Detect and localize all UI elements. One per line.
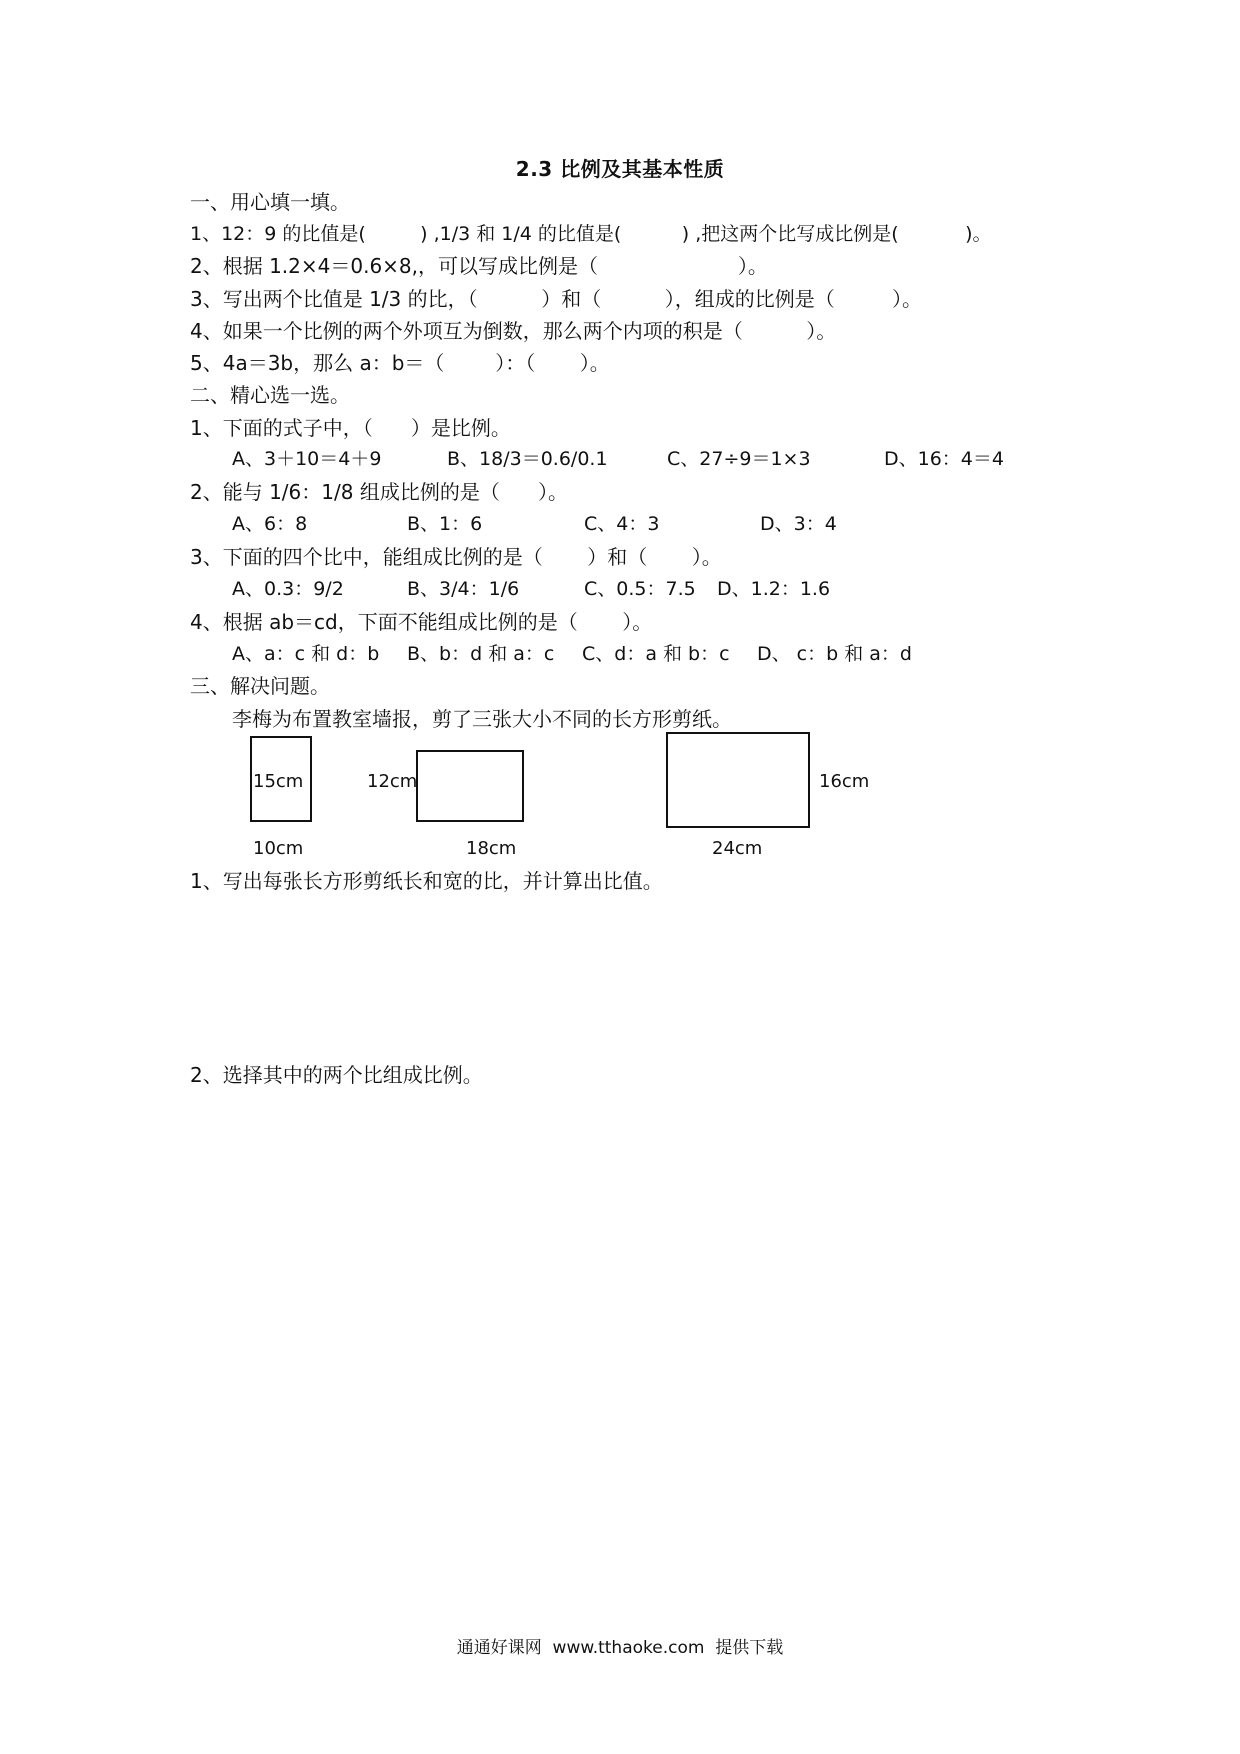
option-b: B、b：d 和 a：c bbox=[407, 643, 555, 665]
paper-rectangle-3 bbox=[666, 732, 810, 828]
option-d: D、3：4 bbox=[760, 513, 837, 535]
problem-intro: 李梅为布置教室墙报，剪了三张大小不同的长方形剪纸。 bbox=[232, 707, 732, 731]
option-b: B、3/4：1/6 bbox=[407, 578, 520, 600]
fill-in-item-5: 5、4a＝3b，那么 a：b＝（ ）：（ ）。 bbox=[190, 351, 610, 375]
section-heading-solve: 三、解决问题。 bbox=[190, 674, 330, 698]
page-title: 2.3 比例及其基本性质 bbox=[515, 157, 725, 181]
solve-question-2: 2、选择其中的两个比组成比例。 bbox=[190, 1063, 483, 1087]
rect1-width-label: 10cm bbox=[253, 838, 304, 859]
option-b: B、18/3＝0.6/0.1 bbox=[447, 448, 608, 470]
option-a: A、a：c 和 d：b bbox=[232, 643, 380, 665]
option-c: C、0.5：7.5 bbox=[584, 578, 696, 600]
rect2-width-label: 18cm bbox=[466, 838, 517, 859]
fill-in-item-3: 3、写出两个比值是 1/3 的比，（ ）和（ ），组成的比例是（ ）。 bbox=[190, 287, 922, 311]
section-heading-fill-in: 一、用心填一填。 bbox=[190, 190, 350, 214]
choice-question-2: 2、能与 1/6：1/8 组成比例的是（ ）。 bbox=[190, 480, 568, 504]
fill-in-item-2: 2、根据 1.2×4＝0.6×8,，可以写成比例是（ ）。 bbox=[190, 254, 768, 278]
choice-question-3: 3、下面的四个比中，能组成比例的是（ ）和（ ）。 bbox=[190, 545, 722, 569]
solve-question-1: 1、写出每张长方形剪纸长和宽的比，并计算出比值。 bbox=[190, 869, 663, 893]
fill-in-item-1: 1、12：9 的比值是( ) ,1/3 和 1/4 的比值是( ) ,把这两个比写成比例是( )。 bbox=[190, 223, 992, 245]
page-footer: 通通好课网 www.tthaoke.com 提供下载 bbox=[456, 1638, 784, 1658]
option-c: C、4：3 bbox=[584, 513, 660, 535]
rect1-height-label: 15cm bbox=[253, 771, 304, 792]
option-a: A、3＋10＝4＋9 bbox=[232, 448, 382, 470]
option-b: B、1：6 bbox=[407, 513, 483, 535]
rect2-height-label: 12cm bbox=[367, 771, 418, 792]
option-d: D、 c：b 和 a：d bbox=[757, 643, 912, 665]
section-heading-choose: 二、精心选一选。 bbox=[190, 383, 350, 407]
option-a: A、0.3：9/2 bbox=[232, 578, 344, 600]
option-c: C、d：a 和 b：c bbox=[582, 643, 730, 665]
option-d: D、16：4＝4 bbox=[884, 448, 1004, 470]
paper-rectangle-2 bbox=[416, 750, 524, 822]
option-c: C、27÷9＝1×3 bbox=[667, 448, 811, 470]
option-a: A、6：8 bbox=[232, 513, 308, 535]
fill-in-item-4: 4、如果一个比例的两个外项互为倒数，那么两个内项的积是（ ）。 bbox=[190, 319, 837, 343]
option-d: D、1.2：1.6 bbox=[717, 578, 831, 600]
choice-question-4: 4、根据 ab＝cd，下面不能组成比例的是（ ）。 bbox=[190, 610, 653, 634]
rect3-height-label: 16cm bbox=[819, 771, 870, 792]
choice-question-1: 1、下面的式子中，（ ）是比例。 bbox=[190, 416, 511, 440]
rect3-width-label: 24cm bbox=[712, 838, 763, 859]
